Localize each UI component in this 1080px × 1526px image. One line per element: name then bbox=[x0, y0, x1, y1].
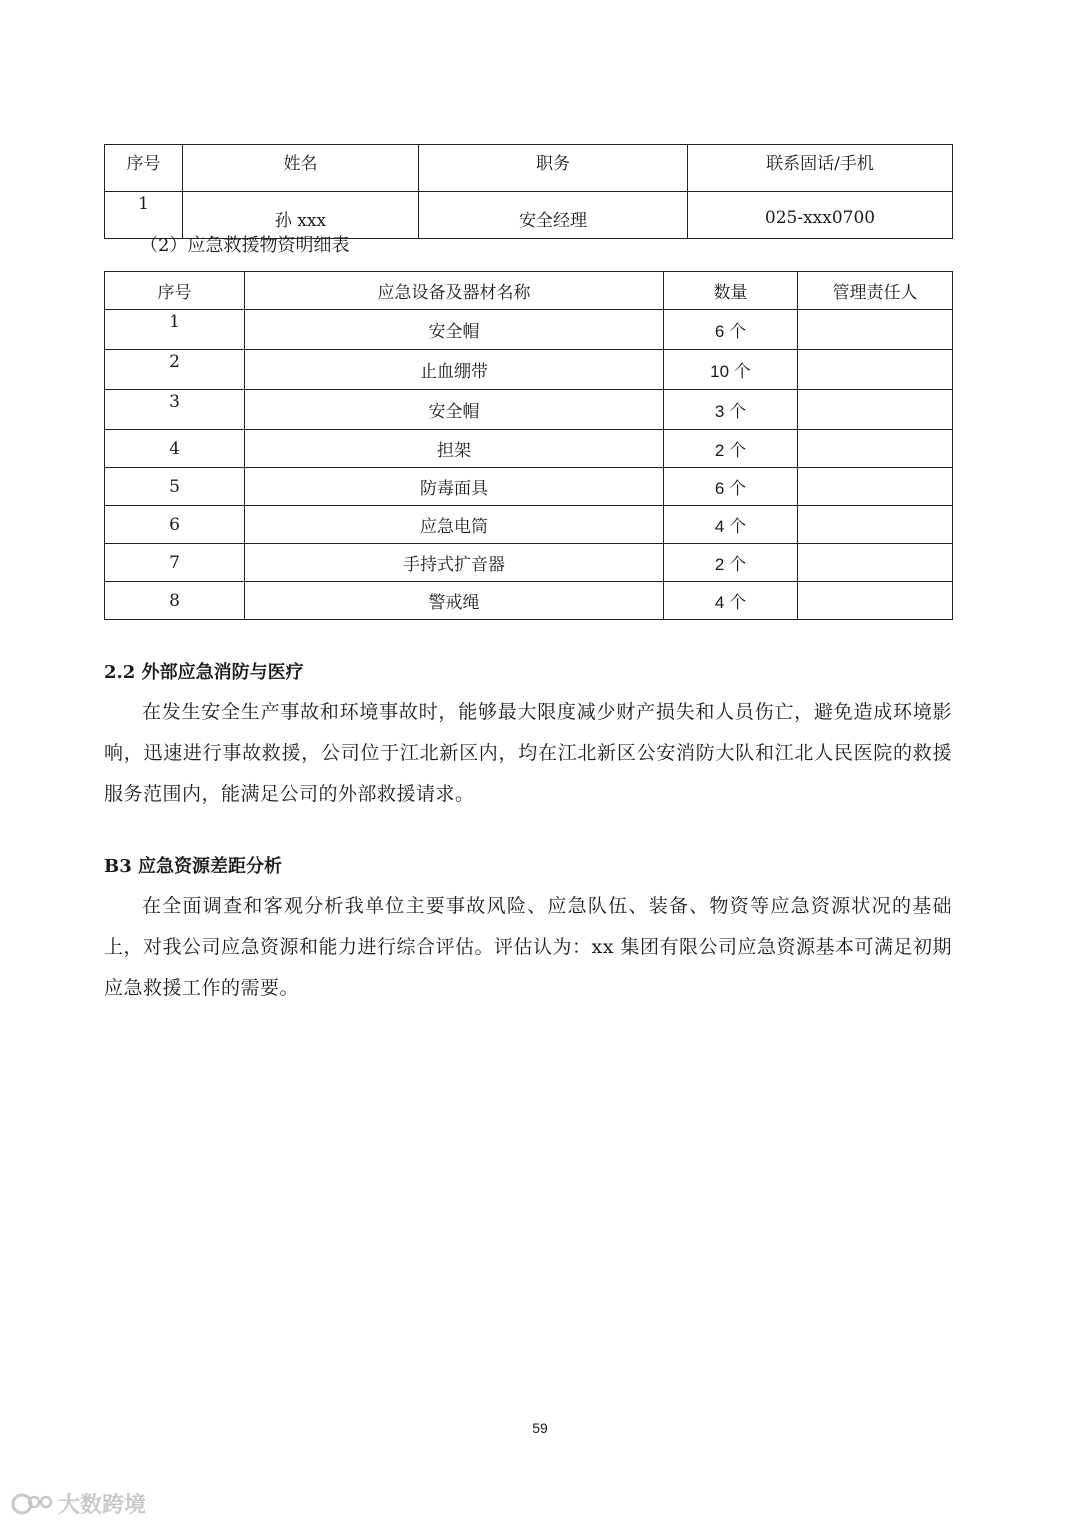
qty-cell: 4 个 bbox=[664, 506, 798, 544]
item-name-cell: 安全帽 bbox=[245, 310, 664, 350]
owner-cell bbox=[798, 506, 953, 544]
qty-cell: 4 个 bbox=[664, 582, 798, 620]
section-body-2-2: 在发生安全生产事故和环境事故时，能够最大限度减少财产损失和人员伤亡，避免造成环境影响，迅速进行事故救援，公司位于江北新区内，均在江北新区公安消防大队和江北人民医院的救援服务范围内，能满足公司的外部救援请求。 bbox=[104, 701, 952, 805]
header-cell: 联系固话/手机 bbox=[688, 145, 953, 192]
item-name-cell: 应急电筒 bbox=[245, 506, 664, 544]
seq-cell: 1 bbox=[105, 192, 183, 239]
table-row bbox=[105, 468, 953, 506]
page-number: 59 bbox=[532, 1420, 548, 1436]
role-cell: 安全经理 bbox=[419, 192, 688, 239]
header-cell: 序号 bbox=[105, 145, 183, 192]
table-row bbox=[105, 390, 953, 430]
phone-cell: 025-xxx0700 bbox=[688, 192, 953, 239]
header-cell: 管理责任人 bbox=[798, 272, 953, 310]
table-header-row bbox=[105, 272, 953, 310]
item-name-cell: 安全帽 bbox=[245, 390, 664, 430]
supplies-table bbox=[104, 271, 953, 620]
owner-cell bbox=[798, 544, 953, 582]
qty-cell: 6 个 bbox=[664, 310, 798, 350]
table-row bbox=[105, 506, 953, 544]
qty-cell: 3 个 bbox=[664, 390, 798, 430]
supplies-caption: （2）应急救援物资明细表 bbox=[140, 235, 350, 256]
header-cell: 姓名 bbox=[183, 145, 419, 192]
seq-cell: 5 bbox=[105, 468, 245, 506]
owner-cell bbox=[798, 468, 953, 506]
qty-cell: 10 个 bbox=[664, 350, 798, 390]
table-row bbox=[105, 350, 953, 390]
section-heading-b3: B3 应急资源差距分析 bbox=[104, 856, 283, 877]
seq-cell: 8 bbox=[105, 582, 245, 620]
header-cell: 序号 bbox=[105, 272, 245, 310]
table-header-row bbox=[105, 145, 953, 192]
watermark-text: 大数跨境 bbox=[58, 1493, 147, 1518]
owner-cell bbox=[798, 582, 953, 620]
owner-cell bbox=[798, 350, 953, 390]
owner-cell bbox=[798, 390, 953, 430]
section-heading-2-2: 2.2 外部应急消防与医疗 bbox=[104, 662, 304, 683]
section-body-b3: 在全面调查和客观分析我单位主要事故风险、应急队伍、装备、物资等应急资源状况的基础上，对我公司应急资源和能力进行综合评估。评估认为：xx 集团有限公司应急资源基本可满足初期应急救援工作的需要。 bbox=[104, 895, 952, 999]
table-row bbox=[105, 430, 953, 468]
header-cell: 职务 bbox=[419, 145, 688, 192]
header-cell: 应急设备及器材名称 bbox=[245, 272, 664, 310]
owner-cell bbox=[798, 310, 953, 350]
table-row bbox=[105, 582, 953, 620]
owner-cell bbox=[798, 430, 953, 468]
qty-cell: 2 个 bbox=[664, 544, 798, 582]
item-name-cell: 防毒面具 bbox=[245, 468, 664, 506]
item-name-cell: 手持式扩音器 bbox=[245, 544, 664, 582]
qty-cell: 6 个 bbox=[664, 468, 798, 506]
item-name-cell: 担架 bbox=[245, 430, 664, 468]
item-name-cell: 警戒绳 bbox=[245, 582, 664, 620]
contacts-table bbox=[104, 144, 953, 239]
seq-cell: 3 bbox=[105, 390, 245, 430]
seq-cell: 2 bbox=[105, 350, 245, 390]
seq-cell: 6 bbox=[105, 506, 245, 544]
table-row bbox=[105, 544, 953, 582]
qty-cell: 2 个 bbox=[664, 430, 798, 468]
name-cell: 孙 xxx bbox=[183, 192, 419, 239]
item-name-cell: 止血绷带 bbox=[245, 350, 664, 390]
table-row bbox=[105, 310, 953, 350]
watermark bbox=[10, 1488, 146, 1519]
seq-cell: 4 bbox=[105, 430, 245, 468]
seq-cell: 7 bbox=[105, 544, 245, 582]
watermark-logo-icon bbox=[10, 1491, 54, 1517]
seq-cell: 1 bbox=[105, 310, 245, 350]
header-cell: 数量 bbox=[664, 272, 798, 310]
